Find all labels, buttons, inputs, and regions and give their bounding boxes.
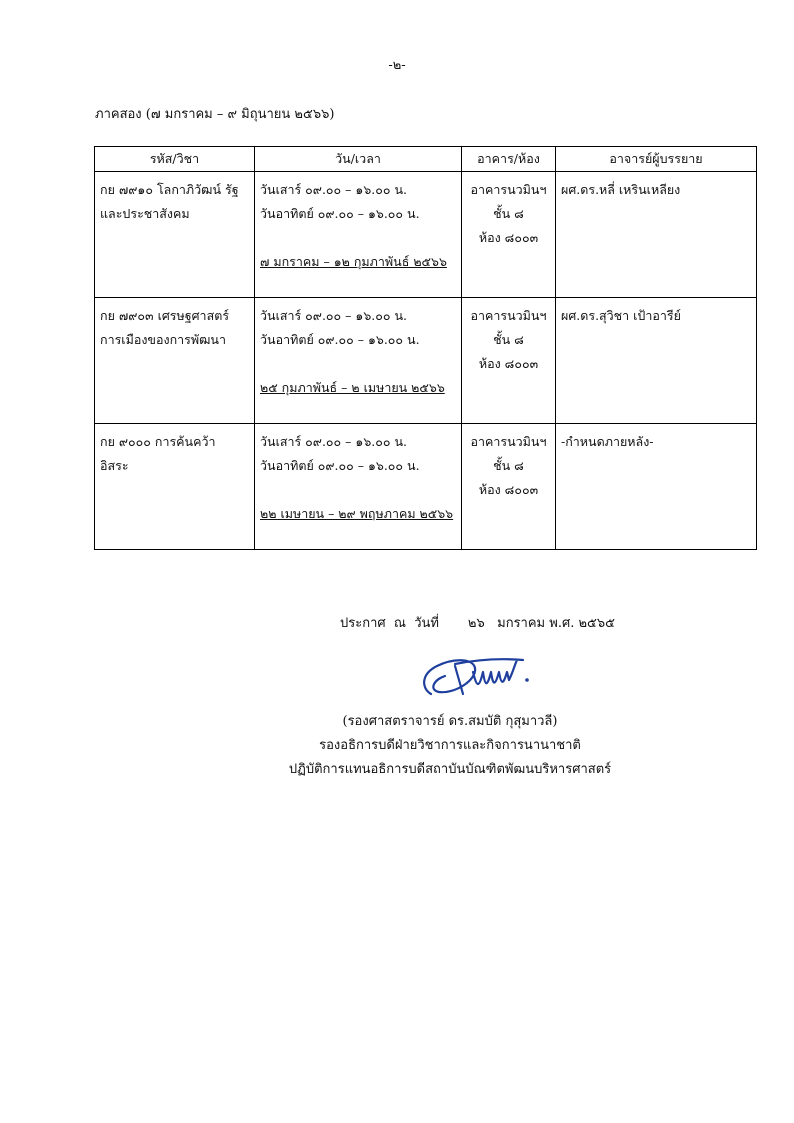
signatory-block bbox=[260, 710, 640, 782]
course-title-cont: อิสระ bbox=[100, 458, 129, 473]
study-period: ๒๒ เมษายน – ๒๙ พฤษภาคม ๒๕๖๖ bbox=[260, 506, 454, 521]
room-cell bbox=[462, 172, 556, 298]
study-period: ๒๕ กุมภาพันธ์ – ๒ เมษายน ๒๕๖๖ bbox=[260, 380, 445, 395]
header-instructor: อาจารย์ผู้บรรยาย bbox=[556, 147, 757, 172]
building: อาคารนวมินฯ bbox=[470, 434, 547, 449]
instructor-cell bbox=[556, 172, 757, 298]
building: อาคารนวมินฯ bbox=[470, 308, 547, 323]
datetime-cell bbox=[255, 424, 462, 550]
datetime-cell bbox=[255, 298, 462, 424]
saturday-time: วันเสาร์ ๐๙.๐๐ – ๑๖.๐๐ น. bbox=[260, 434, 407, 449]
floor: ชั้น ๘ bbox=[493, 332, 524, 347]
instructor-name: -กำหนดภายหลัง- bbox=[561, 434, 654, 449]
room-number: ห้อง ๘๐๐๓ bbox=[478, 356, 539, 371]
course-title-cont: การเมืองของการพัฒนา bbox=[100, 332, 226, 347]
instructor-name: ผศ.ดร.หลี่ เหรินเหลียง bbox=[561, 182, 681, 197]
saturday-time: วันเสาร์ ๐๙.๐๐ – ๑๖.๐๐ น. bbox=[260, 182, 407, 197]
signature-image bbox=[415, 650, 545, 702]
course-code-title: กย ๗๙๐๓ เศรษฐศาสตร์ bbox=[100, 308, 230, 323]
signatory-name: (รองศาสตราจารย์ ดร.สมบัติ กุสุมาวลี) bbox=[342, 714, 558, 729]
header-datetime: วัน/เวลา bbox=[255, 147, 462, 172]
sunday-time: วันอาทิตย์ ๐๙.๐๐ – ๑๖.๐๐ น. bbox=[260, 332, 420, 347]
course-cell bbox=[95, 298, 255, 424]
page-number: -๒- bbox=[388, 58, 406, 73]
floor: ชั้น ๘ bbox=[493, 458, 524, 473]
sunday-time: วันอาทิตย์ ๐๙.๐๐ – ๑๖.๐๐ น. bbox=[260, 206, 420, 221]
course-title-cont: และประชาสังคม bbox=[100, 206, 190, 221]
room-number: ห้อง ๘๐๐๓ bbox=[478, 230, 539, 245]
building: อาคารนวมินฯ bbox=[470, 182, 547, 197]
saturday-time: วันเสาร์ ๐๙.๐๐ – ๑๖.๐๐ น. bbox=[260, 308, 407, 323]
course-code-title: กย ๙๐๐๐ การค้นคว้า bbox=[100, 434, 216, 449]
header-course: รหัส/วิชา bbox=[95, 147, 255, 172]
instructor-cell bbox=[556, 298, 757, 424]
semester-heading: ภาคสอง (๗ มกราคม – ๙ มิถุนายน ๒๕๖๖) bbox=[95, 107, 335, 122]
room-cell bbox=[462, 424, 556, 550]
course-code-title: กย ๗๙๑๐ โลกาภิวัฒน์ รัฐ bbox=[100, 182, 239, 197]
instructor-name: ผศ.ดร.สุวิชา เป้าอารีย์ bbox=[561, 308, 681, 323]
table-row bbox=[95, 298, 757, 424]
signatory-acting: ปฏิบัติการแทนอธิการบดีสถาบันบัณฑิตพัฒนบริหารศาสตร์ bbox=[288, 762, 612, 777]
room-number: ห้อง ๘๐๐๓ bbox=[478, 482, 539, 497]
announcement-date: ประกาศ ณ วันที่ ๒๖ มกราคม พ.ศ. ๒๕๖๕ bbox=[340, 616, 615, 631]
floor: ชั้น ๘ bbox=[493, 206, 524, 221]
header-room: อาคาร/ห้อง bbox=[462, 147, 556, 172]
table-row bbox=[95, 424, 757, 550]
instructor-cell bbox=[556, 424, 757, 550]
course-cell bbox=[95, 172, 255, 298]
study-period: ๗ มกราคม – ๑๒ กุมภาพันธ์ ๒๕๖๖ bbox=[260, 254, 447, 269]
course-schedule-table bbox=[94, 146, 757, 550]
sunday-time: วันอาทิตย์ ๐๙.๐๐ – ๑๖.๐๐ น. bbox=[260, 458, 420, 473]
datetime-cell bbox=[255, 172, 462, 298]
table-header-row bbox=[95, 147, 757, 172]
signatory-position: รองอธิการบดีฝ่ายวิชาการและกิจการนานาชาติ bbox=[319, 738, 581, 753]
course-cell bbox=[95, 424, 255, 550]
table-row bbox=[95, 172, 757, 298]
room-cell bbox=[462, 298, 556, 424]
